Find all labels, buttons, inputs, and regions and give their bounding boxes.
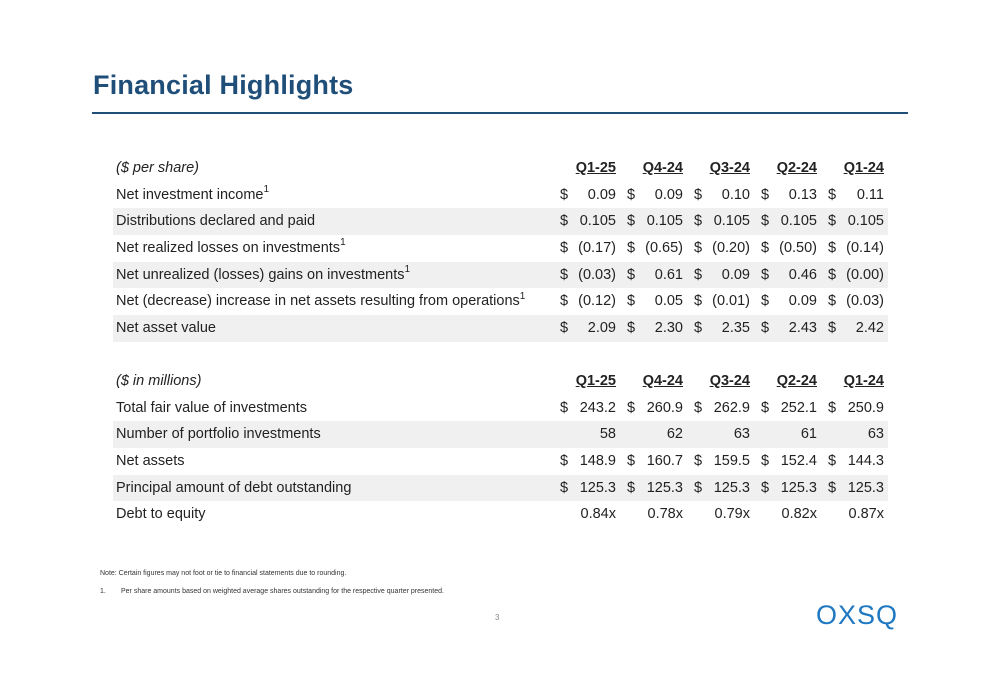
currency-symbol: $ [761,479,770,496]
table-cell [560,315,616,342]
table-cell [828,395,884,422]
cell-value: 0.46 [788,266,817,283]
table-cell [560,235,616,262]
per-share-caption: ($ per share) [116,160,200,176]
currency-symbol: $ [627,453,636,470]
cell-value: 0.09 [721,266,750,283]
row-label [116,182,269,209]
table-cell [627,208,683,235]
table-cell [828,235,884,262]
table-cell [627,395,683,422]
cell-value: 2.43 [788,320,817,337]
table-cell [761,475,817,502]
row-label [116,421,321,448]
column-header: Q3-24 [709,373,750,389]
cell-value: 0.87x [848,506,884,523]
footnote-1 [100,588,444,595]
currency-symbol: $ [828,240,837,257]
currency-symbol: $ [761,320,770,337]
cell-value: 0.105 [780,213,817,230]
cell-value: 0.09 [788,293,817,310]
cell-value: 0.10 [721,186,750,203]
table-row [113,315,888,342]
cell-value: 243.2 [579,399,616,416]
currency-symbol: $ [694,479,703,496]
rounding-note: Note: Certain figures may not foot or tie to financial statements due to rounding. [100,570,347,577]
cell-value: 0.05 [654,293,683,310]
company-logo: OXSQ [816,600,899,630]
column-header: Q3-24 [709,160,750,176]
row-label-text: Net unrealized (losses) gains on investments [116,266,405,283]
cell-value: (0.12) [578,293,616,310]
per-share-header-row [113,155,888,182]
table-row [113,288,888,315]
table-cell [694,395,750,422]
table-row [113,182,888,209]
currency-symbol: $ [627,213,636,230]
cell-value: 0.09 [587,186,616,203]
table-row [113,421,888,448]
currency-symbol: $ [560,453,569,470]
cell-value: (0.65) [645,240,683,257]
footnote-marker: 1 [340,237,346,249]
table-cell [828,501,884,528]
column-header: Q1-24 [843,160,884,176]
cell-value: 61 [800,426,817,443]
cell-value: (0.14) [846,240,884,257]
footnote-marker: 1 [263,183,270,195]
currency-symbol: $ [627,479,636,496]
table-row [113,395,888,422]
currency-symbol: $ [761,240,770,257]
cell-value: 125.3 [847,479,884,496]
table-cell [627,182,683,209]
currency-symbol: $ [694,186,703,203]
row-label [116,235,346,262]
cell-value: 62 [666,426,683,443]
table-cell [560,421,616,448]
currency-symbol: $ [828,293,837,310]
table-cell [828,475,884,502]
cell-value: 0.79x [714,506,750,523]
table-cell [761,315,817,342]
title-divider [92,112,908,114]
table-cell [761,208,817,235]
column-header: Q1-25 [575,373,616,389]
cell-value: 0.105 [847,213,884,230]
currency-symbol: $ [694,320,703,337]
footnotes [100,570,444,595]
table-cell [627,421,683,448]
table-cell [694,448,750,475]
cell-value: 125.3 [646,479,683,496]
table-cell [694,315,750,342]
currency-symbol: $ [560,213,569,230]
currency-symbol: $ [694,293,703,310]
column-header: Q4-24 [642,373,683,389]
currency-symbol: $ [560,293,569,310]
column-header: Q4-24 [642,160,683,176]
table-cell [560,501,616,528]
table-cell [560,395,616,422]
per-share-table [113,155,888,342]
cell-value: 159.5 [713,453,750,470]
table-cell [828,421,884,448]
table-cell [694,208,750,235]
currency-symbol: $ [694,266,703,283]
currency-symbol: $ [761,213,770,230]
cell-value: 2.09 [587,320,616,337]
currency-symbol: $ [828,266,837,283]
row-label-text: Net asset value [116,320,216,337]
table-cell [761,288,817,315]
cell-value: 125.3 [579,479,616,496]
currency-symbol: $ [627,320,636,337]
cell-value: 0.78x [647,506,683,523]
table-cell [560,208,616,235]
table-cell [694,288,750,315]
cell-value: 0.13 [788,186,817,203]
cell-value: 0.105 [713,213,750,230]
currency-symbol: $ [694,399,703,416]
table-row [113,262,888,289]
table-cell [627,262,683,289]
millions-header-row [113,368,888,395]
currency-symbol: $ [627,240,636,257]
cell-value: 58 [599,426,616,443]
row-label-text: Number of portfolio investments [116,426,321,443]
table-cell [627,501,683,528]
row-label [116,475,351,502]
row-label [116,208,315,235]
table-cell [560,448,616,475]
table-cell [627,235,683,262]
currency-symbol: $ [761,293,770,310]
row-label [116,262,410,289]
table-cell [761,501,817,528]
cell-value: 0.82x [781,506,817,523]
currency-symbol: $ [560,186,569,203]
table-cell [828,182,884,209]
table-cell [761,448,817,475]
currency-symbol: $ [761,453,770,470]
cell-value: 2.30 [654,320,683,337]
cell-value: 2.42 [855,320,884,337]
currency-symbol: $ [627,186,636,203]
row-label [116,395,307,422]
millions-table [113,368,888,528]
cell-value: 0.61 [654,266,683,283]
cell-value: 152.4 [780,453,817,470]
cell-value: 0.84x [580,506,616,523]
table-row [113,448,888,475]
column-header: Q1-24 [843,373,884,389]
column-header: Q2-24 [776,160,817,176]
table-row [113,235,888,262]
table-row [113,501,888,528]
table-cell [560,475,616,502]
cell-value: 125.3 [780,479,817,496]
currency-symbol: $ [694,240,703,257]
page-number: 3 [495,613,500,622]
table-cell [828,208,884,235]
row-label-text: Net investment income [116,186,264,203]
cell-value: (0.01) [712,293,750,310]
column-header: Q1-25 [575,160,616,176]
cell-value: 160.7 [646,453,683,470]
cell-value: 250.9 [847,399,884,416]
cell-value: 0.09 [654,186,683,203]
currency-symbol: $ [627,266,636,283]
column-header: Q2-24 [776,373,817,389]
currency-symbol: $ [694,453,703,470]
table-cell [627,448,683,475]
table-cell [627,475,683,502]
table-cell [560,182,616,209]
table-cell [627,315,683,342]
footnote-number: 1. [100,588,106,595]
row-label-text: Net assets [116,453,185,470]
row-label [116,501,205,528]
table-cell [627,288,683,315]
table-cell [828,448,884,475]
row-label-text: Total fair value of investments [116,399,308,416]
table-cell [694,501,750,528]
cell-value: (0.20) [712,240,750,257]
footnote-marker: 1 [404,263,411,275]
table-row [113,475,888,502]
table-cell [694,182,750,209]
row-label-text: Net realized losses on investments [116,240,341,257]
table-cell [560,262,616,289]
currency-symbol: $ [828,320,837,337]
table-cell [560,288,616,315]
table-cell [761,421,817,448]
table-cell [761,182,817,209]
currency-symbol: $ [828,213,837,230]
cell-value: 144.3 [847,453,884,470]
cell-value: 0.11 [856,186,884,203]
cell-value: 125.3 [713,479,750,496]
cell-value: 260.9 [646,399,683,416]
footnote-marker: 1 [519,290,526,302]
row-label-text: Distributions declared and paid [116,213,316,230]
table-cell [694,235,750,262]
row-label-text: Principal amount of debt outstanding [116,479,352,496]
currency-symbol: $ [560,399,569,416]
table-cell [828,288,884,315]
row-label [116,288,525,315]
row-label [116,448,185,475]
currency-symbol: $ [828,453,837,470]
cell-value: (0.17) [578,240,616,257]
cell-value: (0.03) [846,293,884,310]
currency-symbol: $ [627,399,636,416]
cell-value: 63 [867,426,884,443]
table-cell [828,315,884,342]
table-cell [761,262,817,289]
page-title: Financial Highlights [93,70,354,100]
table-row [113,208,888,235]
cell-value: 0.105 [646,213,683,230]
cell-value: (0.50) [779,240,817,257]
row-label-text: Net (decrease) increase in net assets resulting from operations [116,293,520,310]
currency-symbol: $ [560,240,569,257]
currency-symbol: $ [560,266,569,283]
currency-symbol: $ [694,213,703,230]
cell-value: 63 [733,426,750,443]
table-cell [828,262,884,289]
table-cell [694,475,750,502]
table-cell [761,235,817,262]
cell-value: 148.9 [579,453,616,470]
currency-symbol: $ [761,266,770,283]
row-label-text: Debt to equity [116,506,206,523]
table-cell [694,262,750,289]
row-label [116,315,216,342]
cell-value: (0.03) [578,266,616,283]
millions-caption: ($ in millions) [116,373,202,389]
currency-symbol: $ [828,186,837,203]
cell-value: 252.1 [780,399,817,416]
currency-symbol: $ [560,320,569,337]
cell-value: 2.35 [721,320,750,337]
currency-symbol: $ [761,186,770,203]
cell-value: 262.9 [713,399,750,416]
currency-symbol: $ [828,399,837,416]
cell-value: (0.00) [846,266,884,283]
currency-symbol: $ [627,293,636,310]
currency-symbol: $ [560,479,569,496]
footnote-text: Per share amounts based on weighted average shares outstanding for the respective quarter presented. [121,588,444,595]
currency-symbol: $ [828,479,837,496]
table-cell [694,421,750,448]
cell-value: 0.105 [579,213,616,230]
currency-symbol: $ [761,399,770,416]
table-cell [761,395,817,422]
